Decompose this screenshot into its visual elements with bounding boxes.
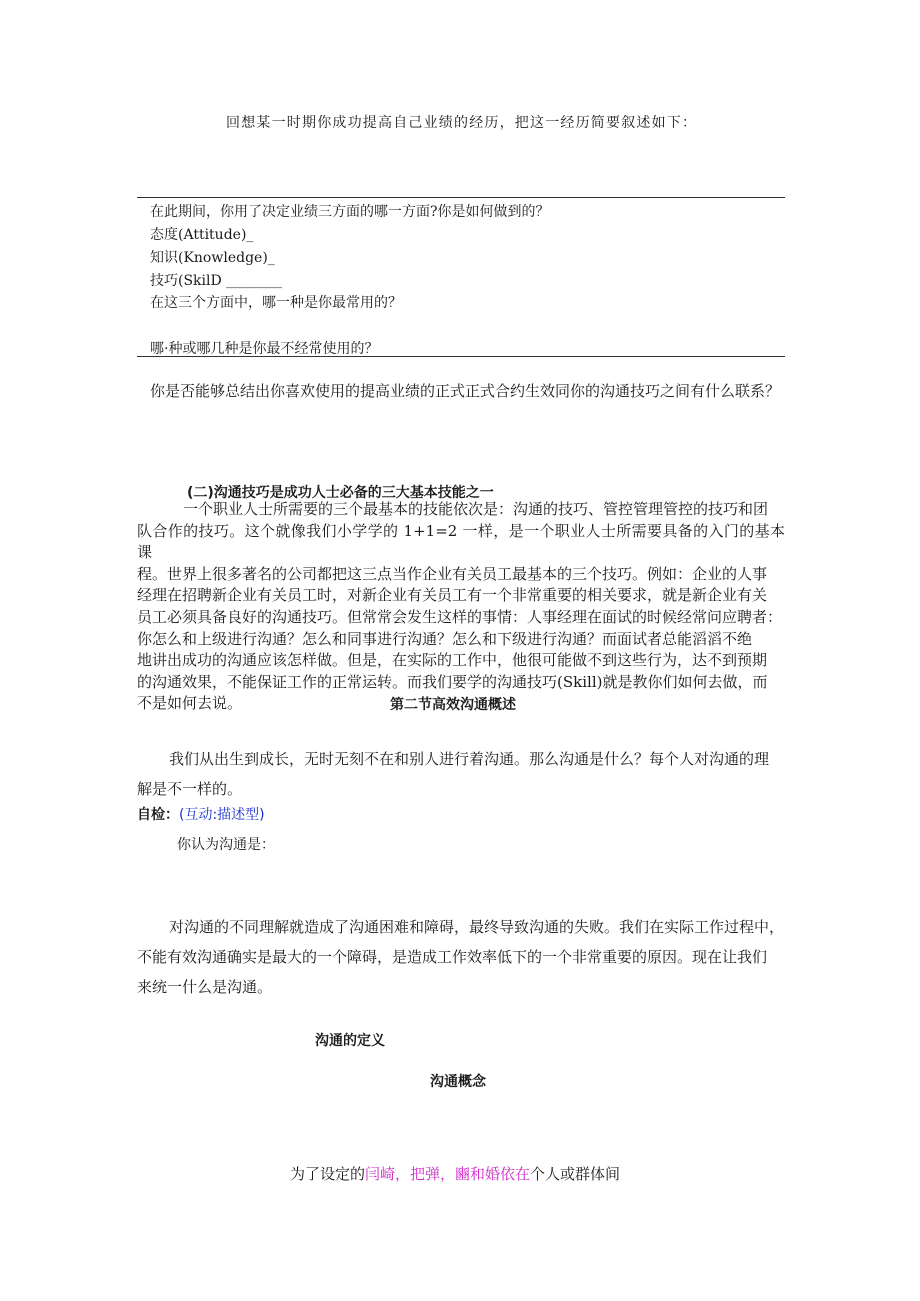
reflection-prompt: 回想某一时期你成功提高自己业绩的经历，把这一经历简要叙述如下： xyxy=(226,115,698,131)
definition-suffix: 个人或群体间 xyxy=(530,1165,621,1183)
section-heading: (二)沟通技巧是成功人士必备的三大基本技能之一 xyxy=(187,485,494,501)
intro-paragraph xyxy=(137,744,785,804)
skill-field: 技巧(SkilD ________ xyxy=(150,273,283,289)
paragraph-line: 地讲出成功的沟通应该怎样做。但是，在实际的工作中，他很可能做不到这些行为，达不到预期 xyxy=(137,651,768,670)
answer-divider-bottom xyxy=(137,356,785,357)
self-check-tag: (互动:描述型) xyxy=(179,807,265,823)
paragraph-line: 不能有效沟通确实是最大的一个障碍，是造成工作效率低下的一个非常重要的原因。现在让我们 xyxy=(137,948,768,966)
paragraph-line: 员工必须具备良好的沟通技巧。但常常会发生这样的事情：人事经理在面试的时候经常问应聘者： xyxy=(137,607,783,626)
paragraph-line: 对沟通的不同理解就造成了沟通困难和障碍，最终导致沟通的失败。我们在实际工作过程中， xyxy=(169,918,785,936)
concept-heading: 沟通概念 xyxy=(430,1074,486,1090)
self-check-question: 你认为沟通是： xyxy=(177,837,275,853)
paragraph-line: 程。世界上很多著名的公司都把这三点当作企业有关员工最基本的三个技巧。例如：企业的人事 xyxy=(137,564,768,583)
paragraph-line: 经理在招聘新企业有关员工时，对新企业有关员工有一个非常重要的相关要求，就是新企业有关 xyxy=(137,586,768,605)
paragraph-line: 队合作的技巧。这个就像我们小学学的 1+1=2 一样，是一个职业人士所需要具备的入门的基本课 xyxy=(137,521,785,562)
paragraph-line: 来统一什么是沟通。 xyxy=(137,978,273,996)
obstacle-paragraph xyxy=(137,912,785,1002)
paragraph-line: 解是不一样的。 xyxy=(137,780,243,798)
definition-prefix: 为了设定的 xyxy=(290,1165,366,1183)
definition-text xyxy=(290,1163,620,1184)
paragraph-line: 我们从出生到成长，无时无刻不在和别人进行着沟通。那么沟通是什么？每个人对沟通的理 xyxy=(169,750,770,768)
most-used-question: 在这三个方面中，哪一种是你最常用的？ xyxy=(150,295,402,311)
paragraph-line: 一个职业人士所需要的三个最基本的技能依次是：沟通的技巧、管控管理管控的技巧和团 xyxy=(183,500,769,518)
definition-heading: 沟通的定义 xyxy=(315,1033,385,1049)
self-check-label: 自检： xyxy=(137,807,179,823)
knowledge-field: 知识(Knowledge)_ xyxy=(150,250,275,266)
definition-highlight: 闫崎，把弹，豳和婚依在 xyxy=(365,1165,531,1183)
least-used-question: 哪·种或哪几种是你最不经常使用的？ xyxy=(150,341,379,357)
paragraph-line: 不是如何去说。 xyxy=(137,694,243,713)
paragraph-line: 的沟通效果，不能保证工作的正常运转。而我们要学的沟通技巧(Skill)就是教你们如何去做，而 xyxy=(137,672,768,691)
section-paragraph xyxy=(137,499,785,715)
paragraph-line: 你怎么和上级进行沟通？怎么和同事进行沟通？怎么和下级进行沟通？而面试者总能滔滔不绝 xyxy=(137,629,753,648)
reflection-question: 在此期间，你用了决定业绩三方面的哪一方面?你是如何做到的？ xyxy=(150,204,550,220)
self-check xyxy=(137,804,265,824)
summary-question: 你是否能够总结出你喜欢使用的提高业绩的正式正式合约生效同你的沟通技巧之间有什么联系？ xyxy=(150,382,781,400)
chapter-title: 第二节高效沟通概述 xyxy=(390,697,516,713)
answer-divider-top xyxy=(137,197,785,198)
attitude-field: 态度(Attitude)_ xyxy=(150,227,254,243)
